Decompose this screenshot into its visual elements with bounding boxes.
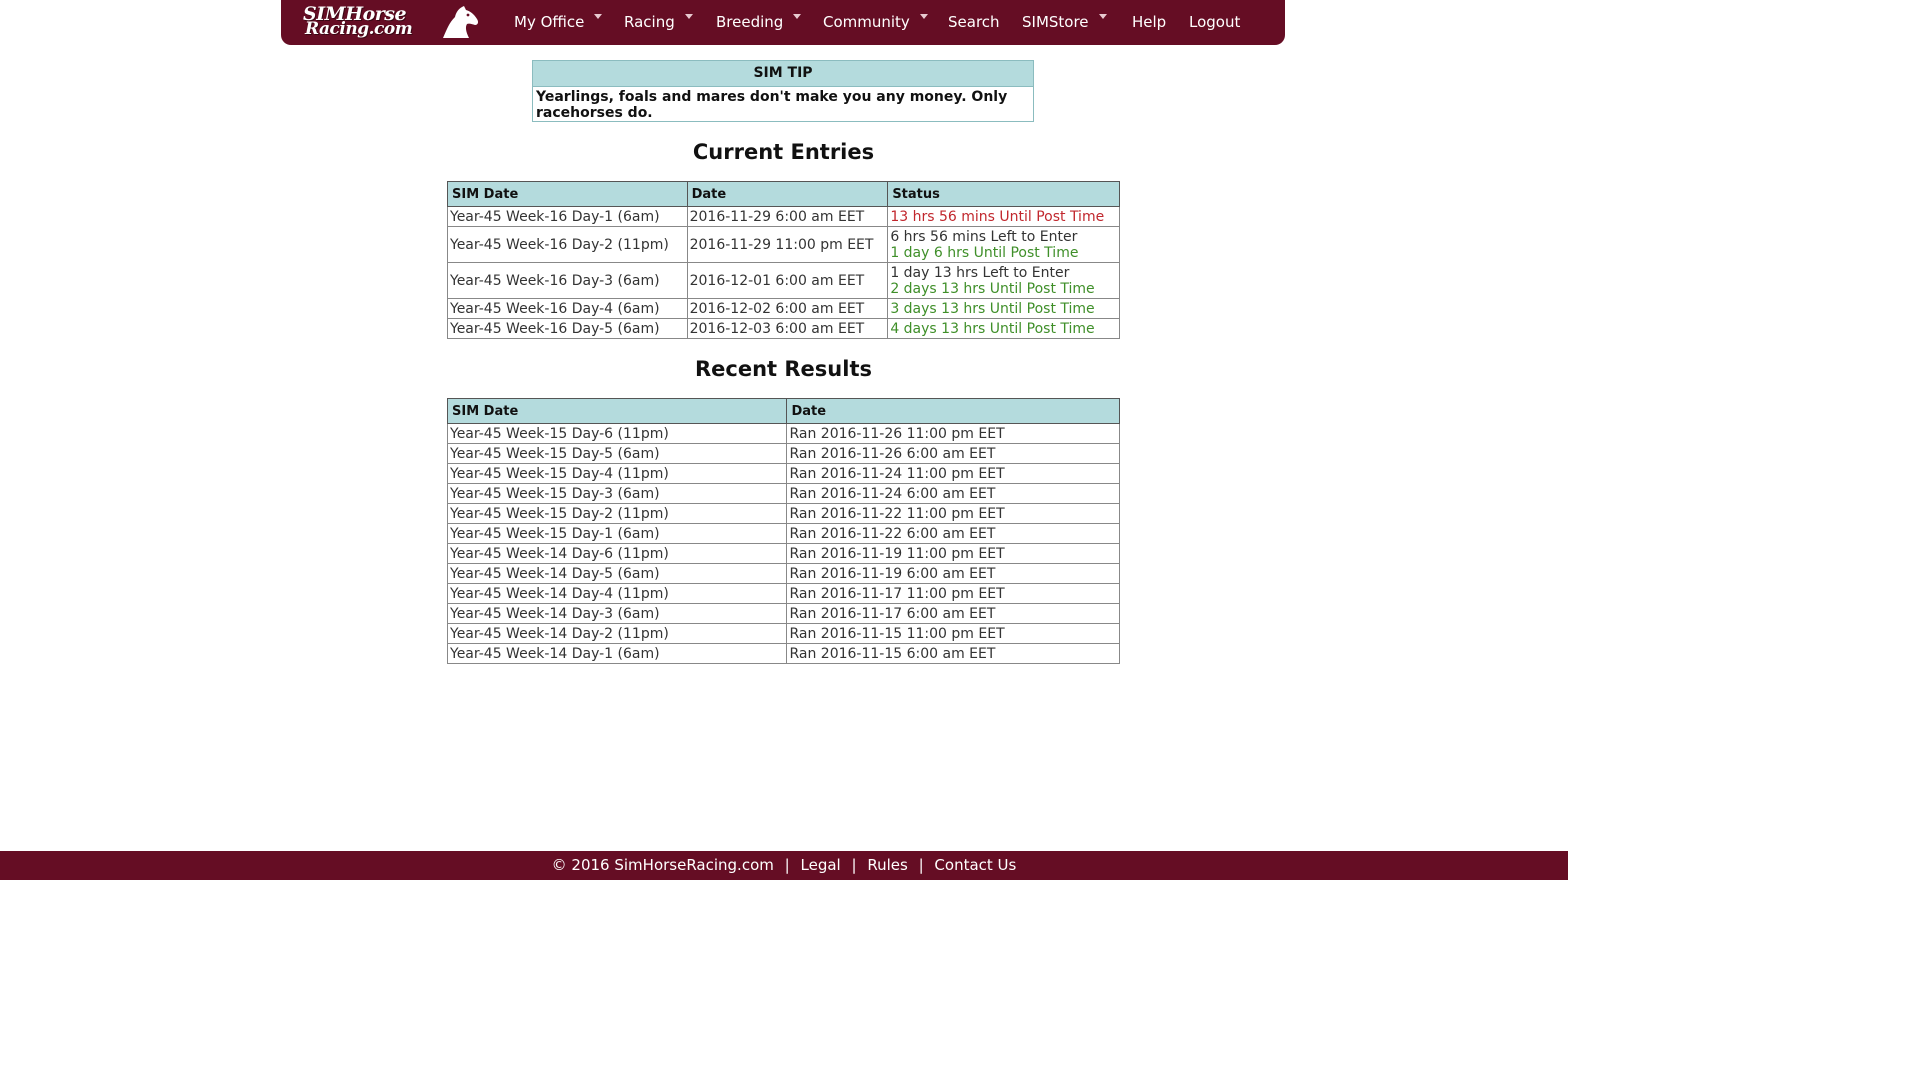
table-row[interactable] bbox=[448, 464, 1120, 484]
table-row[interactable] bbox=[448, 227, 1120, 263]
chevron-down-icon bbox=[594, 14, 602, 19]
result-date: Ran 2016-11-24 11:00 pm EET bbox=[787, 464, 1120, 484]
result-date: Ran 2016-11-19 11:00 pm EET bbox=[787, 544, 1120, 564]
horse-head-icon bbox=[439, 5, 481, 39]
current-entries-heading: Current Entries bbox=[692, 140, 875, 164]
result-date: Ran 2016-11-17 6:00 am EET bbox=[787, 604, 1120, 624]
result-date: Ran 2016-11-26 11:00 pm EET bbox=[787, 424, 1120, 444]
result-date: Ran 2016-11-15 6:00 am EET bbox=[787, 644, 1120, 664]
result-date: Ran 2016-11-24 6:00 am EET bbox=[787, 484, 1120, 504]
result-sim-date[interactable]: Year-45 Week-14 Day-4 (11pm) bbox=[448, 584, 787, 604]
nav-my-office[interactable] bbox=[514, 0, 602, 45]
nav-my-office-label: My Office bbox=[514, 13, 585, 31]
sim-tip-text: Yearlings, foals and mares don't make you any money. Only racehorses do. bbox=[536, 89, 1008, 121]
entry-date: 2016-11-29 6:00 am EET bbox=[687, 207, 888, 227]
chevron-down-icon bbox=[1099, 14, 1107, 19]
nav-simstore-label: SIMStore bbox=[1022, 13, 1089, 31]
result-sim-date[interactable]: Year-45 Week-14 Day-6 (11pm) bbox=[448, 544, 787, 564]
table-row[interactable] bbox=[448, 424, 1120, 444]
result-sim-date[interactable]: Year-45 Week-15 Day-3 (6am) bbox=[448, 484, 787, 504]
table-row[interactable] bbox=[448, 444, 1120, 464]
nav-help[interactable] bbox=[1132, 0, 1166, 45]
result-sim-date[interactable]: Year-45 Week-15 Day-1 (6am) bbox=[448, 524, 787, 544]
footer-rules-link[interactable]: Rules bbox=[867, 856, 908, 874]
nav-logout[interactable] bbox=[1189, 0, 1240, 45]
recent-results-heading: Recent Results bbox=[694, 357, 872, 381]
table-row[interactable] bbox=[448, 299, 1120, 319]
nav-breeding[interactable] bbox=[716, 0, 801, 45]
chevron-down-icon bbox=[793, 14, 801, 19]
entry-status bbox=[888, 299, 1120, 319]
table-row[interactable] bbox=[448, 484, 1120, 504]
column-header-date[interactable]: Date bbox=[787, 399, 1120, 424]
table-header-row bbox=[448, 399, 1120, 424]
chevron-down-icon bbox=[685, 14, 693, 19]
entry-status bbox=[888, 319, 1120, 339]
nav-racing[interactable] bbox=[624, 0, 693, 45]
top-navbar bbox=[281, 0, 1285, 45]
result-date: Ran 2016-11-22 6:00 am EET bbox=[787, 524, 1120, 544]
entry-status bbox=[888, 207, 1120, 227]
site-logo[interactable] bbox=[299, 3, 481, 41]
footer-separator: | bbox=[784, 856, 790, 874]
sim-tip-box bbox=[532, 60, 1034, 122]
logo-text-line1: SIMHorse bbox=[303, 3, 407, 25]
result-sim-date[interactable]: Year-45 Week-14 Day-5 (6am) bbox=[448, 564, 787, 584]
sim-tip-title: SIM TIP bbox=[533, 61, 1033, 87]
result-date: Ran 2016-11-17 11:00 pm EET bbox=[787, 584, 1120, 604]
result-sim-date[interactable]: Year-45 Week-14 Day-3 (6am) bbox=[448, 604, 787, 624]
nav-help-label: Help bbox=[1132, 13, 1167, 31]
table-row[interactable] bbox=[448, 524, 1120, 544]
chevron-down-icon bbox=[920, 14, 928, 19]
table-row[interactable] bbox=[448, 263, 1120, 299]
footer-legal-link[interactable]: Legal bbox=[800, 856, 841, 874]
entry-status-line: 4 days 13 hrs Until Post Time bbox=[890, 320, 1095, 337]
current-entries-table bbox=[447, 181, 1120, 339]
entry-date: 2016-12-01 6:00 am EET bbox=[687, 263, 888, 299]
nav-racing-label: Racing bbox=[624, 13, 675, 31]
table-header-row bbox=[448, 182, 1120, 207]
table-row[interactable] bbox=[448, 584, 1120, 604]
result-date: Ran 2016-11-19 6:00 am EET bbox=[787, 564, 1120, 584]
footer-contact-link[interactable]: Contact Us bbox=[934, 856, 1017, 874]
entry-status-line: 3 days 13 hrs Until Post Time bbox=[890, 300, 1095, 317]
table-row[interactable] bbox=[448, 644, 1120, 664]
nav-search-label: Search bbox=[948, 13, 1000, 31]
result-sim-date[interactable]: Year-45 Week-15 Day-4 (11pm) bbox=[448, 464, 787, 484]
entry-status-line: 6 hrs 56 mins Left to Enter bbox=[890, 228, 1078, 245]
nav-community[interactable] bbox=[823, 0, 928, 45]
footer-copyright: © 2016 SimHorseRacing.com bbox=[551, 856, 774, 874]
table-row[interactable] bbox=[448, 504, 1120, 524]
nav-simstore[interactable] bbox=[1022, 0, 1107, 45]
table-row[interactable] bbox=[448, 207, 1120, 227]
entry-date: 2016-12-02 6:00 am EET bbox=[687, 299, 888, 319]
nav-community-label: Community bbox=[823, 13, 910, 31]
entry-sim-date[interactable]: Year-45 Week-16 Day-2 (11pm) bbox=[448, 227, 688, 263]
entry-sim-date[interactable]: Year-45 Week-16 Day-4 (6am) bbox=[448, 299, 688, 319]
result-sim-date[interactable]: Year-45 Week-14 Day-1 (6am) bbox=[448, 644, 787, 664]
table-row[interactable] bbox=[448, 604, 1120, 624]
table-row[interactable] bbox=[448, 564, 1120, 584]
column-header-date[interactable]: Date bbox=[687, 182, 888, 207]
result-sim-date[interactable]: Year-45 Week-15 Day-6 (11pm) bbox=[448, 424, 787, 444]
nav-logout-label: Logout bbox=[1189, 13, 1241, 31]
table-row[interactable] bbox=[448, 624, 1120, 644]
nav-breeding-label: Breeding bbox=[716, 13, 784, 31]
table-row[interactable] bbox=[448, 544, 1120, 564]
result-date: Ran 2016-11-15 11:00 pm EET bbox=[787, 624, 1120, 644]
recent-results-table bbox=[447, 398, 1120, 664]
entry-status bbox=[888, 227, 1120, 263]
nav-search[interactable] bbox=[948, 0, 1000, 45]
entry-sim-date[interactable]: Year-45 Week-16 Day-3 (6am) bbox=[448, 263, 688, 299]
result-date: Ran 2016-11-22 11:00 pm EET bbox=[787, 504, 1120, 524]
result-sim-date[interactable]: Year-45 Week-14 Day-2 (11pm) bbox=[448, 624, 787, 644]
entry-status-line: 2 days 13 hrs Until Post Time bbox=[890, 280, 1095, 297]
logo-text-line2: Racing.com bbox=[305, 19, 413, 39]
footer-separator: | bbox=[918, 856, 924, 874]
footer-separator: | bbox=[851, 856, 857, 874]
table-row[interactable] bbox=[448, 319, 1120, 339]
entry-status bbox=[888, 263, 1120, 299]
result-date: Ran 2016-11-26 6:00 am EET bbox=[787, 444, 1120, 464]
entry-status-line: 13 hrs 56 mins Until Post Time bbox=[890, 208, 1105, 225]
column-header-sim-date[interactable]: SIM Date bbox=[448, 399, 787, 424]
entry-sim-date[interactable]: Year-45 Week-16 Day-5 (6am) bbox=[448, 319, 688, 339]
entry-sim-date[interactable]: Year-45 Week-16 Day-1 (6am) bbox=[448, 207, 688, 227]
entry-status-line: 1 day 13 hrs Left to Enter bbox=[890, 264, 1070, 281]
column-header-status[interactable]: Status bbox=[888, 182, 1120, 207]
entry-date: 2016-12-03 6:00 am EET bbox=[687, 319, 888, 339]
entry-status-line: 1 day 6 hrs Until Post Time bbox=[890, 244, 1079, 261]
entry-date: 2016-11-29 11:00 pm EET bbox=[687, 227, 888, 263]
site-footer bbox=[0, 851, 1568, 880]
column-header-sim-date[interactable]: SIM Date bbox=[448, 182, 688, 207]
result-sim-date[interactable]: Year-45 Week-15 Day-5 (6am) bbox=[448, 444, 787, 464]
result-sim-date[interactable]: Year-45 Week-15 Day-2 (11pm) bbox=[448, 504, 787, 524]
